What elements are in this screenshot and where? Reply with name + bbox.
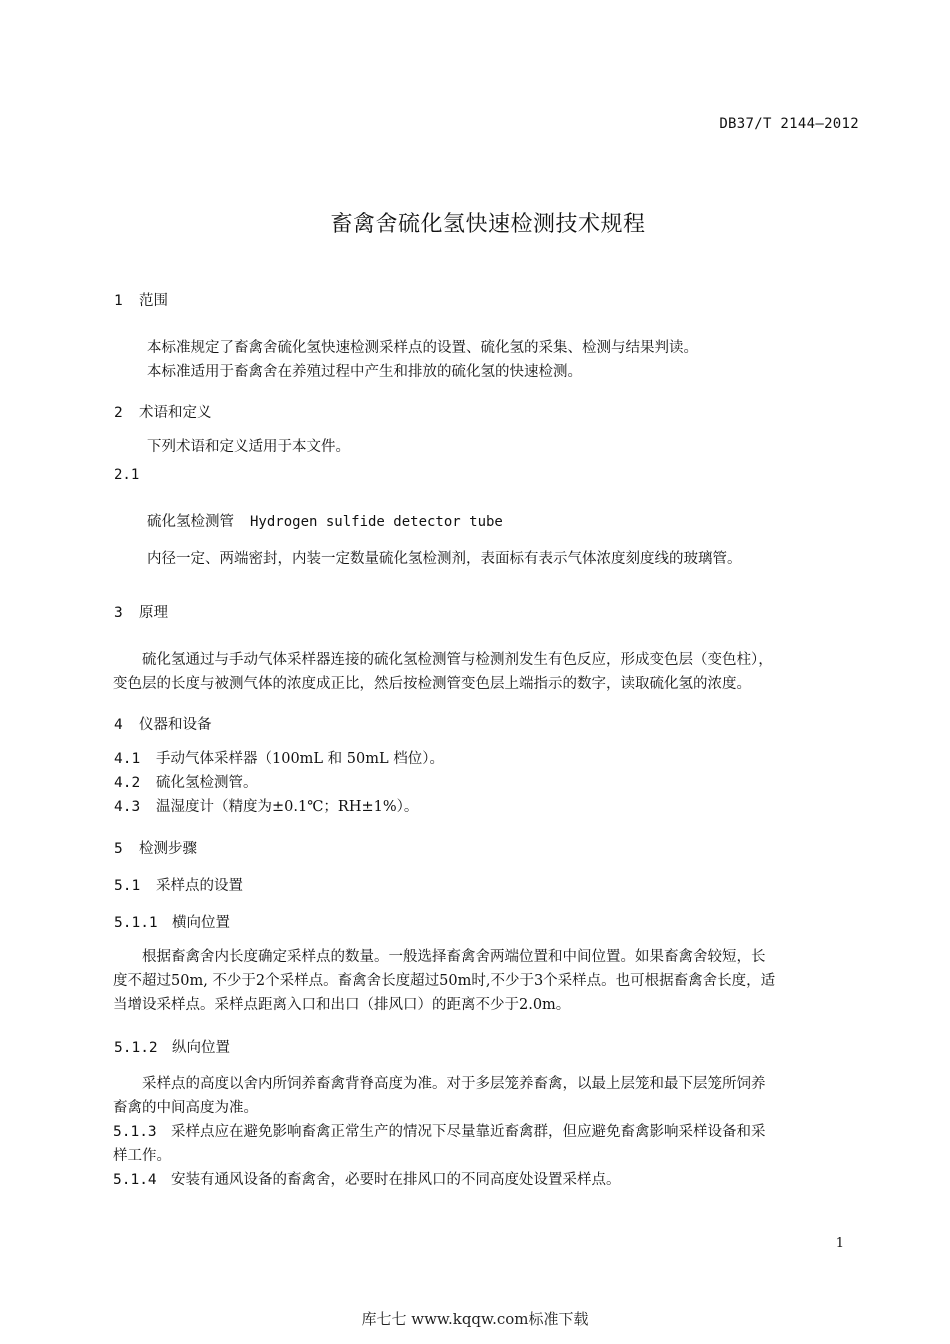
paragraph-line: 度不超过50m, 不少于2个采样点。畜禽舍长度超过50m时,不少于3个采样点。也可根据畜禽舍长度，适	[113, 973, 776, 989]
section-title: 检测步骤	[139, 841, 197, 857]
list-item	[114, 771, 444, 795]
subsection-5-1-1-heading	[114, 911, 230, 932]
section-5-heading	[114, 837, 197, 858]
item-text: 手动气体采样器（100mL 和 50mL 档位）。	[156, 751, 444, 767]
section-number: 5.1	[114, 878, 141, 894]
section-3-heading	[114, 601, 168, 622]
subsection-5-1-2-body	[113, 1072, 766, 1120]
paragraph-line: 根据畜禽舍内长度确定采样点的数量。一般选择畜禽舍两端位置和中间位置。如果畜禽舍较短，长	[142, 949, 766, 965]
paragraph-line: 样工作。	[113, 1148, 171, 1164]
section-number: 2	[114, 405, 123, 421]
paragraph-line: 采样点的高度以舍内所饲养畜禽背脊高度为准。对于多层笼养畜禽，以最上层笼和最下层笼所饲养	[142, 1076, 766, 1092]
subsection-2-1-number: 2.1	[114, 467, 140, 483]
term-chinese: 硫化氢检测管	[147, 514, 234, 530]
section-3-body	[113, 648, 773, 696]
term-english: Hydrogen sulfide detector tube	[250, 514, 503, 530]
item-number: 5.1.4	[113, 1172, 157, 1188]
item-number: 4.1	[114, 751, 141, 767]
section-1-heading	[114, 289, 168, 310]
section-2-heading	[114, 401, 212, 422]
paragraph: 下列术语和定义适用于本文件。	[147, 439, 350, 455]
term-entry	[147, 510, 503, 531]
section-2-intro	[147, 435, 350, 459]
paragraph-line: 变色层的长度与被测气体的浓度成正比，然后按检测管变色层上端指示的数字，读取硫化氢的浓度。	[113, 676, 751, 692]
paragraph: 本标准规定了畜禽舍硫化氢快速检测采样点的设置、硫化氢的采集、检测与结果判读。	[147, 340, 698, 356]
section-number: 4	[114, 717, 123, 733]
list-item	[114, 795, 444, 819]
paragraph-line	[113, 1120, 766, 1144]
paragraph: 本标准适用于畜禽舍在养殖过程中产生和排放的硫化氢的快速检测。	[147, 364, 582, 380]
equipment-list	[114, 747, 444, 819]
section-1-body	[147, 336, 698, 384]
section-number: 5.1.1	[114, 915, 158, 931]
section-title: 范围	[139, 293, 168, 309]
term-definition	[147, 547, 742, 571]
list-item	[114, 747, 444, 771]
section-title: 采样点的设置	[156, 878, 243, 894]
page-number: 1	[835, 1236, 844, 1251]
section-number: 3	[114, 605, 123, 621]
document-code: DB37/T 2144—2012	[719, 116, 859, 132]
item-text: 采样点应在避免影响畜禽正常生产的情况下尽量靠近畜禽群，但应避免畜禽影响采样设备和采	[171, 1124, 766, 1140]
paragraph-line: 畜禽的中间高度为准。	[113, 1100, 258, 1116]
section-title: 术语和定义	[139, 405, 212, 421]
section-title: 仪器和设备	[139, 717, 212, 733]
section-number: 5.1.2	[114, 1040, 158, 1056]
section-title: 横向位置	[172, 915, 230, 931]
footer-watermark: 库七七 www.kqqw.com标准下载	[361, 1310, 589, 1328]
section-title: 原理	[139, 605, 168, 621]
subsection-5-1-1-body	[113, 945, 775, 1017]
item-number: 4.3	[114, 799, 141, 815]
section-title: 纵向位置	[172, 1040, 230, 1056]
subsection-5-1-4	[113, 1168, 621, 1192]
section-number: 1	[114, 293, 123, 309]
item-number: 4.2	[114, 775, 141, 791]
section-number: 5	[114, 841, 123, 857]
document-title: 畜禽舍硫化氢快速检测技术规程	[330, 212, 646, 237]
section-4-heading	[114, 713, 212, 734]
paragraph-line: 硫化氢通过与手动气体采样器连接的硫化氢检测管与检测剂发生有色反应，形成变色层（变色柱），	[142, 652, 773, 668]
item-text: 安装有通风设备的畜禽舍，必要时在排风口的不同高度处设置采样点。	[171, 1172, 621, 1188]
paragraph: 内径一定、两端密封，内装一定数量硫化氢检测剂，表面标有表示气体浓度刻度线的玻璃管。	[147, 551, 742, 567]
subsection-5-1-2-heading	[114, 1036, 230, 1057]
item-text: 硫化氢检测管。	[156, 775, 258, 791]
paragraph-line: 当增设采样点。采样点距离入口和出口（排风口）的距离不少于2.0m。	[113, 997, 571, 1013]
item-number: 5.1.3	[113, 1124, 157, 1140]
subsection-5-1-3	[113, 1120, 766, 1168]
subsection-5-1-heading	[114, 874, 243, 895]
item-text: 温湿度计（精度为±0.1℃；RH±1%）。	[156, 799, 419, 815]
